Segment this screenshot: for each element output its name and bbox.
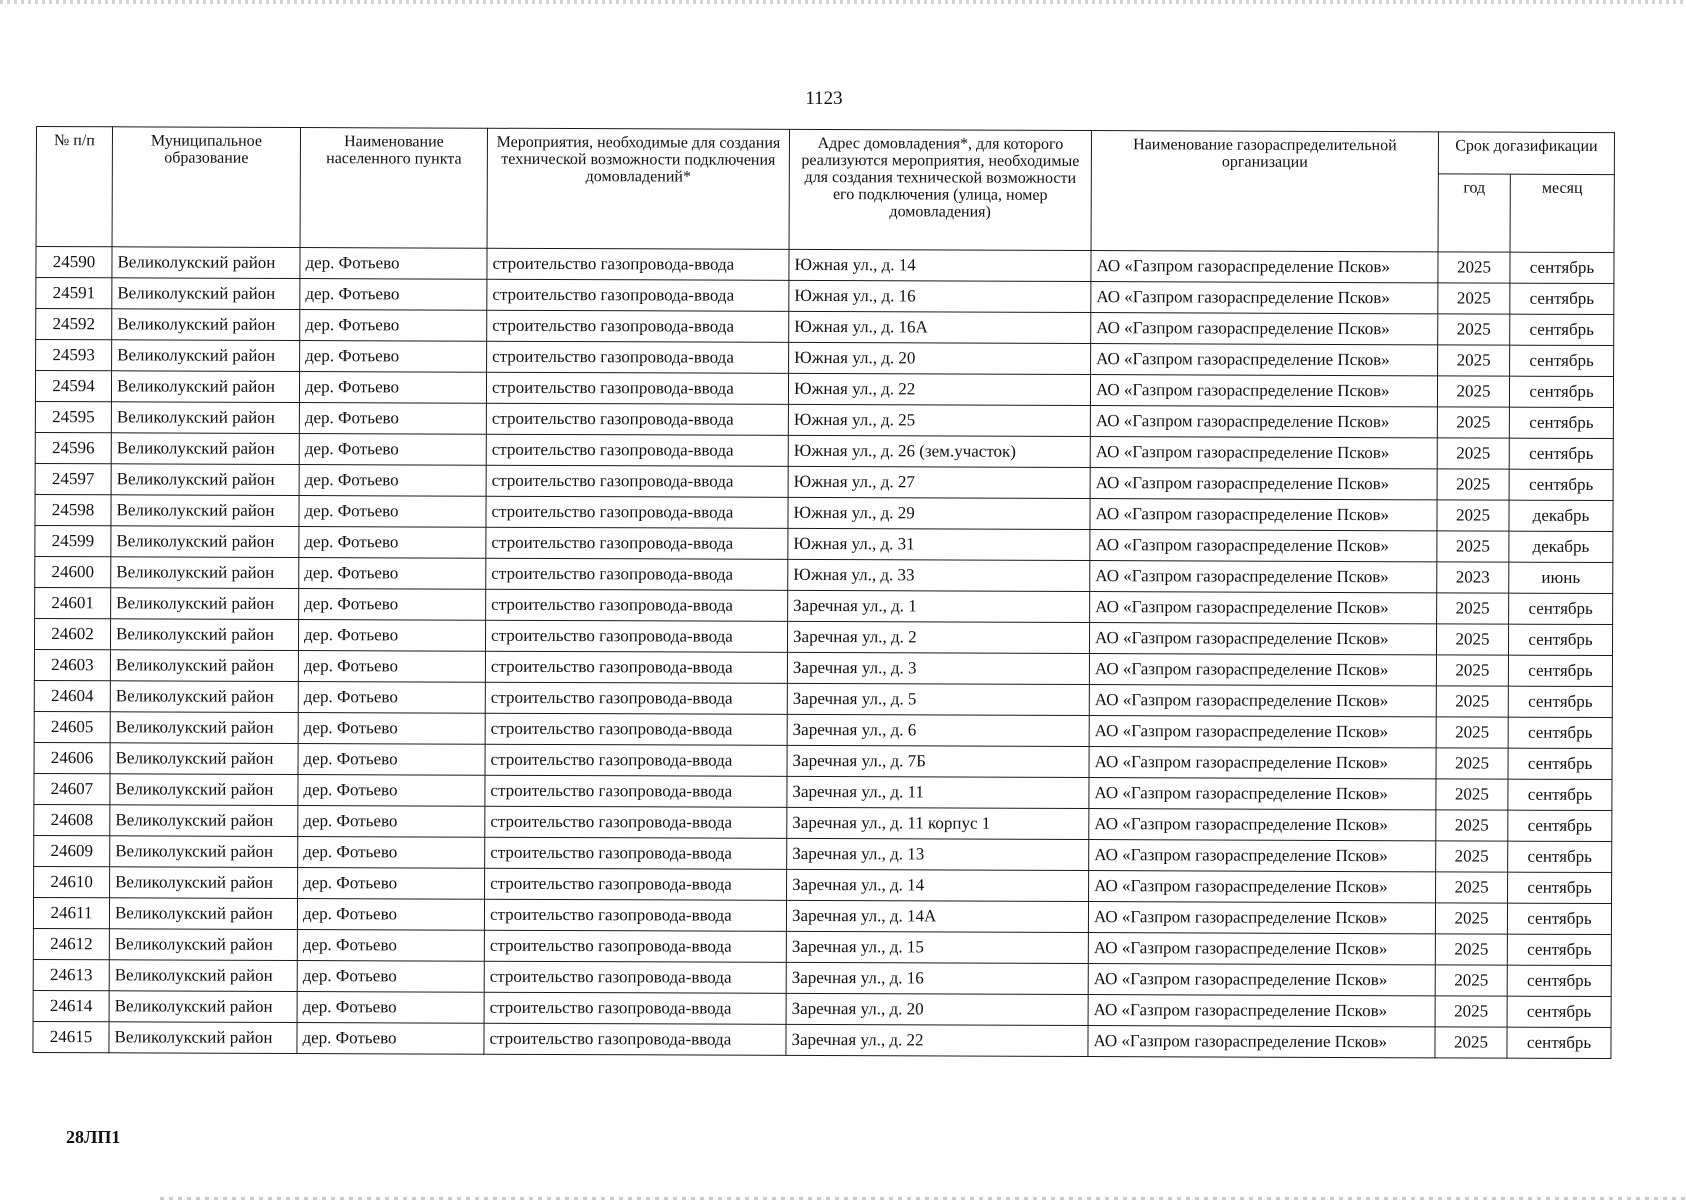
cell-settlement: дер. Фотьево — [298, 775, 485, 807]
cell-year: 2025 — [1436, 717, 1508, 748]
cell-org: АО «Газпром газораспределение Псков» — [1090, 592, 1437, 624]
cell-month: сентябрь — [1508, 872, 1612, 903]
cell-address: Заречная ул., д. 14А — [786, 900, 1088, 932]
cell-municipality: Великолукский район — [110, 774, 298, 806]
cell-settlement: дер. Фотьево — [299, 527, 486, 559]
cell-measure: строительство газопровода-ввода — [484, 930, 786, 962]
gasification-table — [32, 126, 1615, 1059]
header-settlement: Наименование населенного пункта — [300, 128, 487, 249]
cell-address: Заречная ул., д. 2 — [787, 621, 1089, 653]
cell-num: 24604 — [34, 680, 110, 711]
cell-month: сентябрь — [1509, 376, 1613, 407]
cell-address: Заречная ул., д. 7Б — [787, 745, 1089, 777]
cell-settlement: дер. Фотьево — [300, 341, 487, 373]
cell-year: 2025 — [1436, 810, 1508, 841]
cell-address: Заречная ул., д. 1 — [788, 590, 1090, 622]
cell-org: АО «Газпром газораспределение Псков» — [1090, 468, 1437, 500]
cell-measure: строительство газопровода-ввода — [486, 527, 788, 559]
cell-month: сентябрь — [1509, 469, 1613, 500]
cell-year: 2025 — [1437, 469, 1509, 500]
cell-num: 24610 — [34, 866, 110, 897]
header-num: № п/п — [36, 127, 112, 247]
cell-num: 24601 — [35, 587, 111, 618]
table-row — [33, 1021, 1611, 1058]
cell-year: 2025 — [1438, 283, 1510, 314]
cell-measure: строительство газопровода-ввода — [485, 868, 787, 900]
cell-municipality: Великолукский район — [111, 402, 299, 434]
cell-measure: строительство газопровода-ввода — [486, 496, 788, 528]
cell-municipality: Великолукский район — [112, 278, 300, 310]
cell-year: 2025 — [1435, 996, 1507, 1027]
cell-address: Заречная ул., д. 15 — [786, 931, 1088, 963]
cell-address: Южная ул., д. 22 — [788, 373, 1090, 405]
cell-measure: строительство газопровода-ввода — [486, 589, 788, 621]
cell-settlement: дер. Фотьево — [299, 434, 486, 466]
cell-municipality: Великолукский район — [110, 619, 298, 651]
cell-org: АО «Газпром газораспределение Псков» — [1089, 747, 1436, 779]
cell-measure: строительство газопровода-ввода — [484, 961, 786, 993]
cell-settlement: дер. Фотьево — [297, 899, 484, 931]
cell-num: 24591 — [36, 278, 112, 309]
cell-municipality: Великолукский район — [109, 929, 297, 961]
cell-address: Заречная ул., д. 16 — [786, 962, 1088, 994]
cell-settlement: дер. Фотьево — [298, 651, 485, 683]
cell-num: 24596 — [35, 432, 111, 463]
cell-org: АО «Газпром газораспределение Псков» — [1090, 499, 1437, 531]
cell-measure: строительство газопровода-ввода — [484, 1023, 786, 1055]
cell-measure: строительство газопровода-ввода — [487, 279, 789, 311]
cell-org: АО «Газпром газораспределение Псков» — [1088, 964, 1435, 996]
cell-month: декабрь — [1509, 500, 1613, 531]
cell-org: АО «Газпром газораспределение Псков» — [1090, 375, 1437, 407]
cell-address: Заречная ул., д. 22 — [786, 1024, 1088, 1056]
cell-year: 2025 — [1436, 872, 1508, 903]
footer-code: 28ЛП1 — [66, 1127, 121, 1147]
cell-num: 24597 — [35, 463, 111, 494]
cell-year: 2025 — [1437, 531, 1509, 562]
cell-org: АО «Газпром газораспределение Псков» — [1089, 685, 1436, 717]
cell-num: 24595 — [35, 401, 111, 432]
cell-address: Южная ул., д. 16А — [789, 311, 1091, 343]
cell-settlement: дер. Фотьево — [298, 682, 485, 714]
cell-month: декабрь — [1509, 531, 1613, 562]
cell-org: АО «Газпром газораспределение Псков» — [1088, 1026, 1435, 1058]
cell-settlement: дер. Фотьево — [298, 868, 485, 900]
cell-settlement: дер. Фотьево — [300, 248, 487, 280]
cell-measure: строительство газопровода-ввода — [485, 713, 787, 745]
cell-address: Южная ул., д. 27 — [788, 466, 1090, 498]
cell-address: Заречная ул., д. 11 — [787, 776, 1089, 808]
cell-measure: строительство газопровода-ввода — [487, 341, 789, 373]
cell-settlement: дер. Фотьево — [297, 1023, 484, 1055]
cell-org: АО «Газпром газораспределение Псков» — [1088, 995, 1435, 1027]
cell-num: 24603 — [34, 649, 110, 680]
cell-address: Южная ул., д. 20 — [789, 342, 1091, 374]
cell-address: Южная ул., д. 33 — [788, 559, 1090, 591]
cell-year: 2025 — [1438, 314, 1510, 345]
cell-measure: строительство газопровода-ввода — [485, 620, 787, 652]
cell-year: 2025 — [1436, 748, 1508, 779]
header-measures: Мероприятия, необходимые для создания технической возможности подключения домовладений* — [487, 128, 789, 249]
cell-num: 24609 — [34, 835, 110, 866]
cell-month: сентябрь — [1509, 407, 1613, 438]
cell-measure: строительство газопровода-ввода — [485, 682, 787, 714]
cell-month: сентябрь — [1508, 810, 1612, 841]
cell-num: 24613 — [33, 959, 109, 990]
cell-org: АО «Газпром газораспределение Псков» — [1089, 623, 1436, 655]
cell-municipality: Великолукский район — [111, 557, 299, 589]
cell-month: сентябрь — [1508, 779, 1612, 810]
cell-num: 24590 — [36, 247, 112, 278]
cell-num: 24599 — [35, 525, 111, 556]
cell-month: сентябрь — [1507, 934, 1611, 965]
cell-org: АО «Газпром газораспределение Псков» — [1090, 561, 1437, 593]
cell-num: 24611 — [33, 897, 109, 928]
header-org: Наименование газораспределительной организации — [1091, 131, 1438, 252]
cell-settlement: дер. Фотьево — [300, 310, 487, 342]
cell-month: сентябрь — [1510, 314, 1614, 345]
cell-year: 2025 — [1437, 438, 1509, 469]
cell-month: июнь — [1509, 562, 1613, 593]
cell-address: Южная ул., д. 31 — [788, 528, 1090, 560]
cell-month: сентябрь — [1510, 345, 1614, 376]
cell-num: 24594 — [35, 371, 111, 402]
cell-measure: строительство газопровода-ввода — [486, 434, 788, 466]
cell-address: Заречная ул., д. 13 — [787, 838, 1089, 870]
table-body — [33, 247, 1614, 1059]
header-address: Адрес домовладения*, для которого реализуются мероприятия, необходимые для создания технической возможности его подключения (улица, номер домовладения) — [789, 129, 1091, 250]
cell-month: сентябрь — [1507, 1027, 1611, 1058]
cell-address: Южная ул., д. 25 — [788, 404, 1090, 436]
cell-num: 24615 — [33, 1021, 109, 1052]
cell-address: Южная ул., д. 26 (зем.участок) — [788, 435, 1090, 467]
cell-num: 24606 — [34, 742, 110, 773]
cell-month: сентябрь — [1509, 593, 1613, 624]
cell-measure: строительство газопровода-ввода — [485, 651, 787, 683]
cell-municipality: Великолукский район — [111, 433, 299, 465]
header-deadline: Срок догазификации — [1438, 132, 1614, 175]
cell-municipality: Великолукский район — [111, 464, 299, 496]
cell-address: Заречная ул., д. 6 — [787, 714, 1089, 746]
cell-org: АО «Газпром газораспределение Псков» — [1089, 778, 1436, 810]
cell-month: сентябрь — [1507, 996, 1611, 1027]
cell-municipality: Великолукский район — [110, 867, 298, 899]
cell-year: 2025 — [1438, 252, 1510, 283]
cell-measure: строительство газопровода-ввода — [486, 558, 788, 590]
cell-month: сентябрь — [1509, 438, 1613, 469]
cell-address: Южная ул., д. 14 — [789, 249, 1091, 281]
cell-address: Южная ул., д. 29 — [788, 497, 1090, 529]
cell-year: 2025 — [1436, 655, 1508, 686]
cell-org: АО «Газпром газораспределение Псков» — [1089, 716, 1436, 748]
cell-settlement: дер. Фотьево — [300, 279, 487, 311]
cell-year: 2025 — [1436, 779, 1508, 810]
table-header — [36, 127, 1614, 253]
cell-num: 24593 — [36, 340, 112, 371]
scan-edge-top — [0, 0, 1686, 4]
cell-year: 2025 — [1438, 345, 1510, 376]
cell-year: 2023 — [1437, 562, 1509, 593]
cell-measure: строительство газопровода-ввода — [484, 992, 786, 1024]
cell-num: 24600 — [35, 556, 111, 587]
cell-address: Заречная ул., д. 3 — [787, 652, 1089, 684]
cell-month: сентябрь — [1508, 748, 1612, 779]
cell-num: 24592 — [36, 309, 112, 340]
cell-org: АО «Газпром газораспределение Псков» — [1089, 840, 1436, 872]
header-row-main — [36, 127, 1614, 175]
cell-municipality: Великолукский район — [112, 309, 300, 341]
cell-org: АО «Газпром газораспределение Псков» — [1091, 282, 1438, 314]
cell-measure: строительство газопровода-ввода — [484, 899, 786, 931]
cell-org: АО «Газпром газораспределение Псков» — [1090, 406, 1437, 438]
cell-measure: строительство газопровода-ввода — [485, 837, 787, 869]
cell-settlement: дер. Фотьево — [299, 465, 486, 497]
cell-municipality: Великолукский район — [110, 650, 298, 682]
cell-settlement: дер. Фотьево — [299, 558, 486, 590]
cell-municipality: Великолукский район — [110, 805, 298, 837]
cell-year: 2025 — [1436, 624, 1508, 655]
cell-month: сентябрь — [1508, 841, 1612, 872]
cell-month: сентябрь — [1507, 903, 1611, 934]
cell-measure: строительство газопровода-ввода — [485, 744, 787, 776]
cell-municipality: Великолукский район — [111, 588, 299, 620]
cell-municipality: Великолукский район — [112, 247, 300, 279]
cell-year: 2025 — [1437, 593, 1509, 624]
cell-month: сентябрь — [1508, 655, 1612, 686]
cell-org: АО «Газпром газораспределение Псков» — [1089, 809, 1436, 841]
header-year: год — [1438, 174, 1510, 252]
cell-org: АО «Газпром газораспределение Псков» — [1089, 654, 1436, 686]
cell-municipality: Великолукский район — [111, 371, 299, 403]
cell-municipality: Великолукский район — [111, 495, 299, 527]
cell-address: Южная ул., д. 16 — [789, 280, 1091, 312]
cell-org: АО «Газпром газораспределение Псков» — [1089, 871, 1436, 903]
cell-settlement: дер. Фотьево — [299, 496, 486, 528]
cell-year: 2025 — [1437, 376, 1509, 407]
cell-org: АО «Газпром газораспределение Псков» — [1091, 313, 1438, 345]
cell-settlement: дер. Фотьево — [297, 961, 484, 993]
cell-settlement: дер. Фотьево — [298, 744, 485, 776]
cell-num: 24598 — [35, 494, 111, 525]
cell-measure: строительство газопровода-ввода — [486, 372, 788, 404]
cell-measure: строительство газопровода-ввода — [487, 310, 789, 342]
cell-municipality: Великолукский район — [109, 898, 297, 930]
cell-org: АО «Газпром газораспределение Псков» — [1088, 933, 1435, 965]
cell-municipality: Великолукский район — [110, 712, 298, 744]
cell-measure: строительство газопровода-ввода — [486, 465, 788, 497]
cell-month: сентябрь — [1510, 283, 1614, 314]
cell-num: 24607 — [34, 773, 110, 804]
cell-month: сентябрь — [1510, 252, 1614, 283]
cell-settlement: дер. Фотьево — [298, 806, 485, 838]
cell-org: АО «Газпром газораспределение Псков» — [1090, 437, 1437, 469]
cell-settlement: дер. Фотьево — [298, 837, 485, 869]
cell-settlement: дер. Фотьево — [299, 589, 486, 621]
header-municipality: Муниципальное образование — [112, 127, 300, 248]
cell-measure: строительство газопровода-ввода — [486, 403, 788, 435]
cell-month: сентябрь — [1508, 717, 1612, 748]
cell-municipality: Великолукский район — [110, 743, 298, 775]
header-month: месяц — [1510, 174, 1614, 252]
cell-municipality: Великолукский район — [109, 1022, 297, 1054]
cell-num: 24614 — [33, 990, 109, 1021]
cell-municipality: Великолукский район — [109, 991, 297, 1023]
cell-year: 2025 — [1436, 686, 1508, 717]
cell-org: АО «Газпром газораспределение Псков» — [1090, 530, 1437, 562]
cell-address: Заречная ул., д. 14 — [787, 869, 1089, 901]
cell-month: сентябрь — [1507, 965, 1611, 996]
cell-num: 24602 — [34, 618, 110, 649]
cell-address: Заречная ул., д. 20 — [786, 993, 1088, 1025]
cell-settlement: дер. Фотьево — [299, 372, 486, 404]
cell-measure: строительство газопровода-ввода — [485, 806, 787, 838]
cell-year: 2025 — [1436, 841, 1508, 872]
cell-org: АО «Газпром газораспределение Псков» — [1088, 902, 1435, 934]
cell-municipality: Великолукский район — [109, 960, 297, 992]
cell-measure: строительство газопровода-ввода — [487, 248, 789, 280]
cell-month: сентябрь — [1508, 624, 1612, 655]
cell-year: 2025 — [1435, 1027, 1507, 1058]
cell-municipality: Великолукский район — [110, 681, 298, 713]
cell-year: 2025 — [1435, 965, 1507, 996]
cell-year: 2025 — [1437, 500, 1509, 531]
cell-settlement: дер. Фотьево — [299, 403, 486, 435]
cell-municipality: Великолукский район — [110, 836, 298, 868]
cell-municipality: Великолукский район — [112, 340, 300, 372]
cell-num: 24605 — [34, 711, 110, 742]
cell-settlement: дер. Фотьево — [297, 930, 484, 962]
cell-settlement: дер. Фотьево — [298, 620, 485, 652]
cell-num: 24612 — [33, 928, 109, 959]
cell-address: Заречная ул., д. 11 корпус 1 — [787, 807, 1089, 839]
cell-month: сентябрь — [1508, 686, 1612, 717]
cell-settlement: дер. Фотьево — [298, 713, 485, 745]
cell-num: 24608 — [34, 804, 110, 835]
cell-settlement: дер. Фотьево — [297, 992, 484, 1024]
cell-year: 2025 — [1435, 903, 1507, 934]
cell-measure: строительство газопровода-ввода — [485, 775, 787, 807]
cell-org: АО «Газпром газораспределение Псков» — [1091, 251, 1438, 283]
cell-year: 2025 — [1437, 407, 1509, 438]
cell-address: Заречная ул., д. 5 — [787, 683, 1089, 715]
cell-municipality: Великолукский район — [111, 526, 299, 558]
page-number: 1123 — [805, 88, 843, 109]
cell-org: АО «Газпром газораспределение Псков» — [1091, 344, 1438, 376]
cell-year: 2025 — [1435, 934, 1507, 965]
